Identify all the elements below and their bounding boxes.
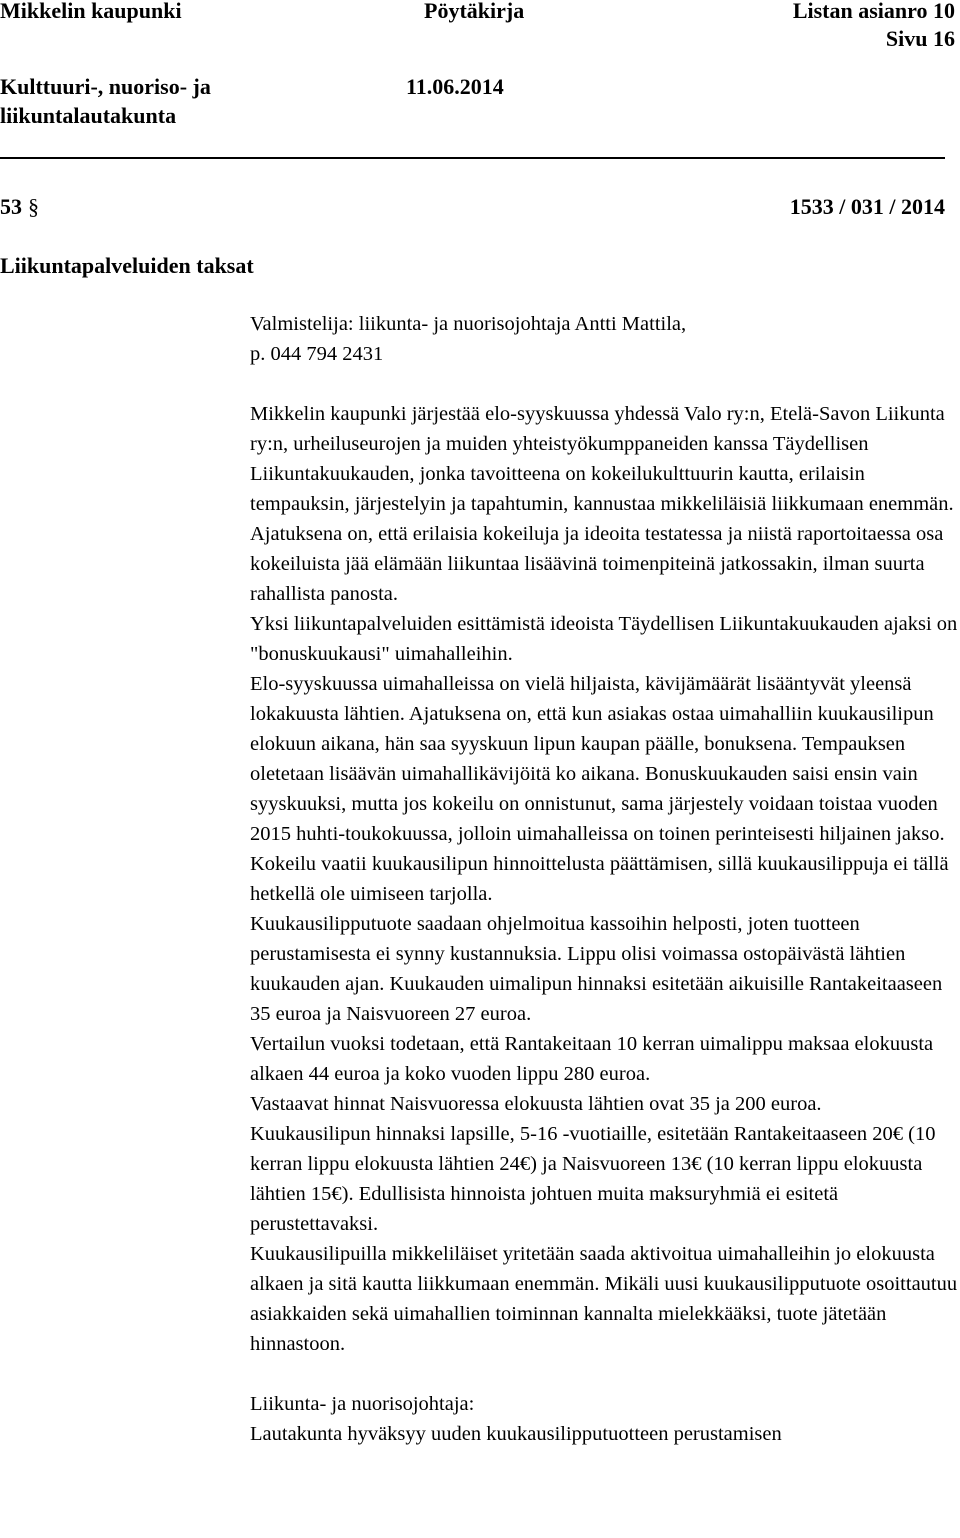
paragraph-tavoite: Kuukausilipuilla mikkeliläiset yritetään saada aktivoitua uimahalleihin jo elokuusta alkaen ja sitä kautta liikkumaan enemmän. Mikäli uusi kuukausilipputuote osoittautuu asiakkaiden sekä uimahallien toiminnan kannalta mielekkääksi, tuote jätetään hinnastoon. — [250, 1243, 958, 1355]
document-type: Pöytäkirja — [424, 0, 525, 23]
record-reference: 1533 / 031 / 2014 — [789, 194, 945, 219]
section-number-line — [0, 188, 960, 228]
header-divider — [0, 157, 945, 159]
meeting-date: 11.06.2014 — [406, 74, 504, 99]
preparer-line: Valmistelija: liikunta- ja nuorisojohtaja Antti Mattila, — [250, 313, 687, 335]
organization-name: Mikkelin kaupunki — [0, 0, 182, 23]
committee-name-line-1: Kulttuuri-, nuoriso- ja — [0, 74, 211, 99]
paragraph-hinnoittelu: Kokeilu vaatii kuukausilipun hinnoittelusta päättämisen, sillä kuukausilippuja ei tällä hetkellä ole uimiseen tarjolla. — [250, 853, 949, 905]
section-sign-icon: § — [28, 194, 39, 219]
paragraph-aikuisten-hinnat: Kuukausilipputuote saadaan ohjelmoitua kassoihin helposti, joten tuotteen perustamisesta ei synny kustannuksia. Lippu olisi voimassa ostopäivästä lähtien kuukauden ajan. Kuukauden uimalipun hinnaksi esitetään aikuisille Rantakeitaaseen 35 euroa ja Naisvuoreen 27 euroa. — [250, 913, 943, 1025]
section-title: Liikuntapalveluiden taksat — [0, 253, 254, 278]
preparer-phone: p. 044 794 2431 — [250, 343, 384, 365]
minutes-body — [250, 309, 958, 1449]
section-number — [0, 194, 39, 220]
paragraph-vertailu-naisvuori: Vastaavat hinnat Naisvuoressa elokuusta lähtien ovat 35 ja 200 euroa. — [250, 1093, 822, 1115]
section-number-value: 53 — [0, 194, 22, 219]
paragraph-liikuntakuukausi: Mikkelin kaupunki järjestää elo-syyskuussa yhdessä Valo ry:n, Etelä-Savon Liikunta ry:n, urheiluseurojen ja muiden yhteistyökumppaneiden kanssa Täydellisen Liikuntakuukauden, jonka tavoitteena on kokeilukulttuurin kautta, erilaisin tempauksin, järjestelyin ja tapahtumin, kannustaa mikkeliläisiä liikkumaan enemmän. Ajatuksena on, että erilaisia kokeiluja ja ideoita testatessa ja niistä raportoitaessa osa kokeiluista jää elämään liikuntaa lisäävinä toimenpiteinä jatkossakin, ilman suurta rahallista panosta. — [250, 403, 954, 605]
agenda-item-number: Listan asianro 10 — [792, 0, 955, 23]
proposal-label: Liikunta- ja nuorisojohtaja: — [250, 1393, 475, 1415]
page-number: Sivu 16 — [885, 26, 955, 51]
paragraph-lasten-hinnat: Kuukausilipun hinnaksi lapsille, 5-16 -vuotiaille, esitetään Rantakeitaaseen 20€ (10 kerran lippu elokuusta lähtien 24€) ja Naisvuoreen 13€ (10 kerran lippu elokuusta lähtien 15€). Edullisista hinnoista johtuen muita maksuryhmiä ei esitetä perustettavaksi. — [250, 1123, 936, 1235]
spacer — [250, 369, 958, 399]
proposal-text: Lautakunta hyväksyy uuden kuukausilipputuotteen perustamisen — [250, 1423, 782, 1445]
paragraph-uimahalli-idea: Elo-syyskuussa uimahalleissa on vielä hiljaista, kävijämäärät lisääntyvät yleensä lokakuusta lähtien. Ajatuksena on, että kun asiakas ostaa uimahalliin kuukausilipun elokuun aikana, hän saa syyskuun lipun kaupan päälle, bonuksena. Tempauksen oletetaan lisäävän uimahallikävijöitä ko aikana. Bonuskuukauden saisi ensin vain syyskuuksi, mutta jos kokeilu on onnistunut, sama järjestely voidaan toistaa vuoden 2015 huhti-toukokuussa, jolloin uimahalleissa on toinen perinteisesti hiljainen jakso. — [250, 673, 945, 845]
paragraph-bonuskuukausi: Yksi liikuntapalveluiden esittämistä ideoista Täydellisen Liikuntakuukauden ajaksi on "bonuskuukausi" uimahalleihin. — [250, 613, 958, 665]
spacer — [250, 1359, 958, 1389]
section-heading — [0, 188, 960, 278]
committee-name-line-2: liikuntalautakunta — [0, 103, 177, 128]
paragraph-vertailu-rantakeidas: Vertailun vuoksi todetaan, että Rantakeitaan 10 kerran uimalippu maksaa elokuusta alkaen 44 euroa ja koko vuoden lippu 280 euroa. — [250, 1033, 934, 1085]
